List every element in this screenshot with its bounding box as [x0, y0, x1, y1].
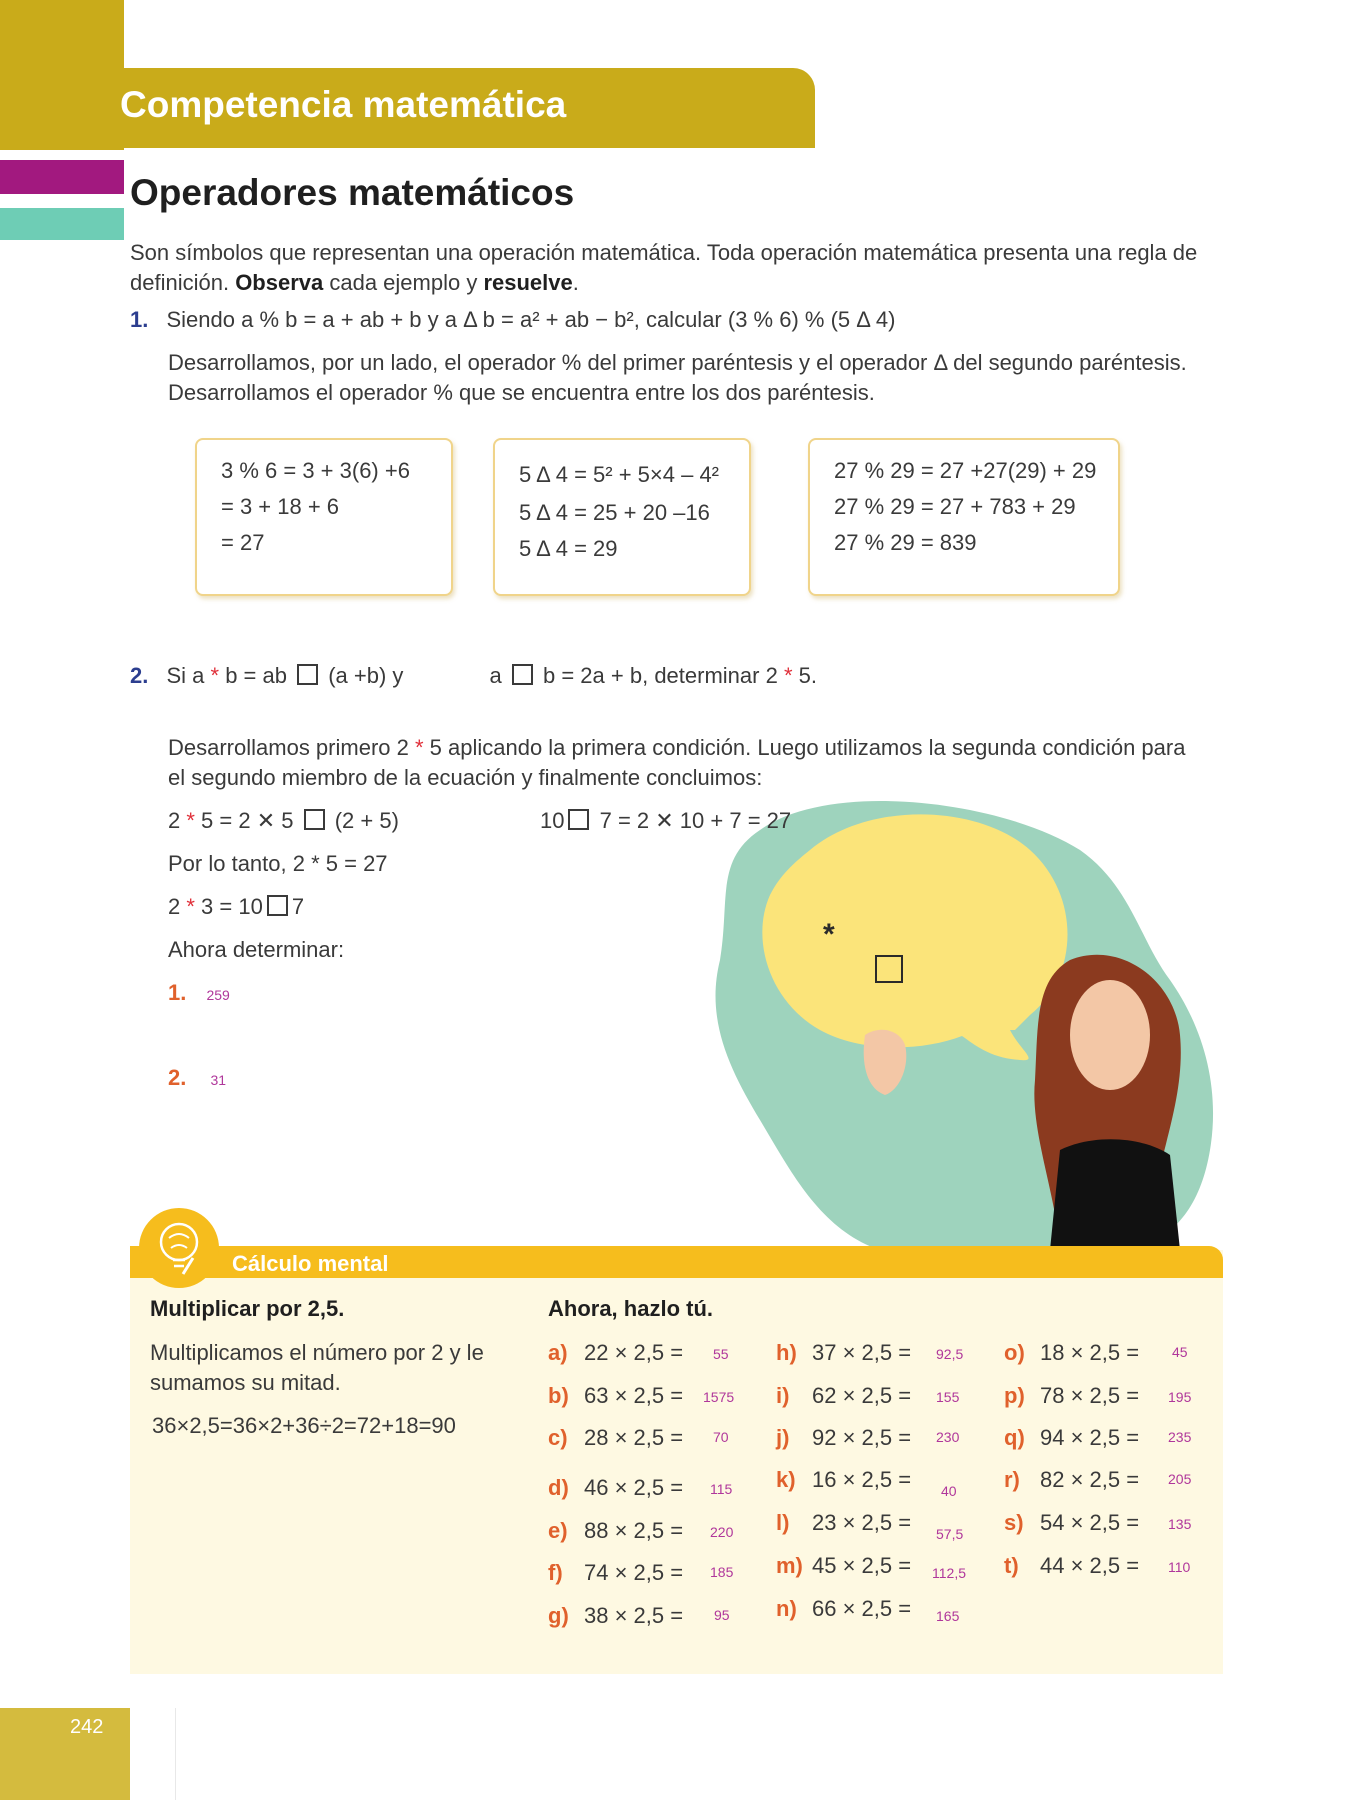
left-heading: Multiplicar por 2,5.: [150, 1296, 345, 1321]
exercise-letter: j): [776, 1425, 790, 1450]
question-2-number: 2.: [168, 1065, 187, 1090]
square-operator-icon: [297, 664, 318, 685]
exercise-answer[interactable]: 135: [1168, 1516, 1192, 1532]
exercise-row: [548, 1475, 733, 1501]
eq-text: 7: [291, 894, 305, 919]
example-2-dev-line-1: [168, 733, 1238, 763]
example-2-number: 2.: [130, 663, 149, 688]
exercise-answer[interactable]: 92,5: [936, 1346, 964, 1362]
exercise-expression: 78 × 2,5 =: [1040, 1383, 1140, 1408]
exercise-expression: 63 × 2,5 =: [584, 1383, 684, 1408]
exercise-expression: 22 × 2,5 =: [584, 1340, 684, 1365]
ex2-text: b = ab: [219, 663, 294, 688]
exercise-answer[interactable]: 115: [710, 1481, 733, 1497]
exercise-row: [1004, 1425, 1192, 1451]
exercise-letter: c): [548, 1425, 568, 1450]
exercise-expression: 18 × 2,5 =: [1040, 1340, 1140, 1365]
exercise-expression: 23 × 2,5 =: [812, 1510, 912, 1535]
exercise-row: [1004, 1467, 1192, 1493]
exercise-letter: m): [776, 1553, 803, 1578]
square-operator-icon: [304, 809, 325, 830]
intro-text: [130, 238, 1230, 298]
exercise-answer[interactable]: 165: [936, 1608, 960, 1624]
exercise-letter: k): [776, 1467, 796, 1492]
exercise-expression: 66 × 2,5 =: [812, 1596, 912, 1621]
exercise-answer[interactable]: 95: [714, 1607, 730, 1623]
conclusion: Por lo tanto, 2 * 5 = 27: [168, 851, 388, 876]
exercise-answer[interactable]: 1575: [703, 1389, 735, 1405]
exercise-row: [776, 1340, 964, 1366]
equation-3: [168, 892, 668, 922]
box-3-line: 27 % 29 = 839: [834, 530, 977, 555]
exercise-row: [776, 1510, 964, 1542]
example-2-statement: [130, 661, 1230, 691]
box-1-line: = 27: [221, 530, 265, 555]
exercise-row: [548, 1425, 729, 1451]
exercise-row: [548, 1518, 734, 1544]
square-operator-icon: [267, 895, 288, 916]
section-title: Competencia matemática: [120, 84, 567, 125]
exercise-expression: 38 × 2,5 =: [584, 1603, 684, 1628]
asterisk-operator: *: [210, 663, 220, 688]
example-1-box-2: [493, 438, 751, 596]
eq-text: 7 = 2 ✕ 10 + 7 = 27: [593, 808, 792, 833]
exercise-row: [776, 1467, 957, 1499]
example-1-dev-line-1: Desarrollamos, por un lado, el operador % del primer paréntesis y el operador Δ del segundo paréntesis.: [168, 350, 1187, 375]
ahora-determinar: Ahora determinar:: [168, 937, 345, 962]
exercise-row: [548, 1340, 729, 1366]
exercise-answer[interactable]: 205: [1168, 1471, 1192, 1487]
asterisk-operator: *: [414, 735, 424, 760]
exercise-row: [548, 1603, 730, 1629]
box-1-line: 3 % 6 = 3 + 3(6) +6: [221, 458, 410, 483]
exercise-letter: r): [1004, 1467, 1020, 1492]
example-1-development: [168, 348, 1238, 408]
example-1-number: 1.: [130, 307, 149, 332]
exercise-answer[interactable]: 235: [1168, 1429, 1192, 1445]
exercise-answer[interactable]: 40: [941, 1483, 957, 1499]
eq-text: 2: [168, 894, 187, 919]
example-2-development: [168, 733, 1238, 793]
box-2-line: 5 Δ 4 = 5² + 5×4 – 4²: [519, 462, 720, 487]
square-operator-icon: [512, 664, 533, 685]
example-2-dev-line-2: el segundo miembro de la ecuación y finalmente concluimos:: [168, 765, 763, 790]
footer-olive-block: [0, 1708, 130, 1800]
exercise-answer[interactable]: 230: [936, 1429, 960, 1445]
equation-2: [540, 806, 940, 836]
calculo-mental-title: Cálculo mental: [232, 1251, 389, 1276]
exercise-row: [776, 1553, 966, 1581]
exercise-answer[interactable]: 70: [713, 1429, 729, 1445]
box-3-line: 27 % 29 = 27 + 783 + 29: [834, 494, 1076, 519]
intro-text-part: .: [572, 270, 579, 295]
exercise-row: [776, 1596, 960, 1624]
teal-stripe: [0, 208, 124, 240]
box-1-line: = 3 + 18 + 6: [221, 494, 340, 519]
intro-text-part: definición.: [130, 270, 236, 295]
exercise-row: [776, 1383, 960, 1409]
exercise-letter: o): [1004, 1340, 1025, 1365]
question-2: [168, 1063, 368, 1095]
exercise-answer[interactable]: 185: [710, 1564, 734, 1580]
exercise-letter: i): [776, 1383, 790, 1408]
body: [1050, 1139, 1180, 1250]
exercise-letter: g): [548, 1603, 569, 1628]
left-explanation-line: sumamos su mitad.: [150, 1370, 341, 1395]
dev-text: 5 aplicando la primera condición. Luego utilizamos la segunda condición para: [423, 735, 1186, 760]
ex2-text: 5.: [792, 663, 817, 688]
exercise-answer[interactable]: 57,5: [936, 1526, 964, 1542]
example-1-dev-line-2: Desarrollamos el operador % que se encuentra entre los dos paréntesis.: [168, 380, 875, 405]
eq-text: 5 = 2 ✕ 5: [194, 808, 300, 833]
intro-observa: Observa: [235, 270, 324, 295]
exercise-expression: 54 × 2,5 =: [1040, 1510, 1140, 1535]
exercise-row: [1004, 1553, 1191, 1579]
intro-resuelve: resuelve: [483, 270, 573, 295]
exercise-letter: a): [548, 1340, 568, 1365]
example-1-box-3: [808, 438, 1120, 596]
exercise-expression: 28 × 2,5 =: [584, 1425, 684, 1450]
left-example: 36×2,5=36×2+36÷2=72+18=90: [152, 1413, 456, 1438]
ex2-text: b = 2a + b, determinar 2: [536, 663, 784, 688]
brain-bulb-icon: [139, 1208, 219, 1288]
box-2-line: 5 Δ 4 = 25 + 20 –16: [519, 500, 710, 525]
eq-text: 2: [168, 808, 187, 833]
exercise-row: [1004, 1340, 1188, 1366]
intro-line-1: Son símbolos que representan una operación matemática. Toda operación matemática presenta una regla de: [130, 240, 1198, 265]
eq-text: 10: [540, 808, 565, 833]
asterisk-operator: *: [783, 663, 793, 688]
exercise-letter: q): [1004, 1425, 1025, 1450]
exercise-expression: 45 × 2,5 =: [812, 1553, 912, 1578]
exercise-answer[interactable]: 45: [1172, 1344, 1188, 1360]
illustration: [700, 790, 1230, 1250]
face: [1070, 980, 1150, 1090]
exercise-letter: p): [1004, 1383, 1025, 1408]
exercise-expression: 46 × 2,5 =: [584, 1475, 684, 1500]
example-1-text: Siendo a % b = a + ab + b y a Δ b = a² + ab − b², calcular (3 % 6) % (5 Δ 4): [166, 307, 896, 332]
eq-text: 3 = 10: [194, 894, 263, 919]
exercise-expression: 88 × 2,5 =: [584, 1518, 684, 1543]
exercise-expression: 74 × 2,5 =: [584, 1560, 684, 1585]
exercise-letter: l): [776, 1510, 790, 1535]
question-2-answer[interactable]: 31: [210, 1072, 227, 1088]
exercise-expression: 44 × 2,5 =: [1040, 1553, 1140, 1578]
eq-text: (2 + 5): [328, 808, 399, 833]
exercise-answer[interactable]: 112,5: [932, 1565, 966, 1581]
exercise-letter: s): [1004, 1510, 1024, 1535]
exercise-letter: d): [548, 1475, 569, 1500]
magenta-stripe: [0, 160, 124, 194]
asterisk-operator: *: [186, 894, 195, 919]
page-title: Operadores matemáticos: [130, 172, 575, 213]
brain-badge: [139, 1208, 219, 1288]
exercise-expression: 62 × 2,5 =: [812, 1383, 912, 1408]
intro-line-2: [130, 268, 1230, 298]
exercise-letter: b): [548, 1383, 569, 1408]
example-1-statement: [130, 305, 1230, 335]
exercise-answer[interactable]: 110: [1168, 1559, 1191, 1575]
question-1: [168, 978, 368, 1010]
asterisk-operator: *: [186, 808, 195, 833]
exercise-expression: 16 × 2,5 =: [812, 1467, 912, 1492]
exercise-answer[interactable]: 55: [713, 1346, 729, 1362]
ex2-text: (a +b) y: [322, 663, 404, 688]
question-1-number: 1.: [168, 980, 187, 1005]
exercise-answer[interactable]: 195: [1168, 1389, 1192, 1405]
exercise-expression: 94 × 2,5 =: [1040, 1425, 1140, 1450]
square-operator-icon: [568, 809, 589, 830]
box-3-line: 27 % 29 = 27 +27(29) + 29: [834, 458, 1097, 483]
exercise-row: [776, 1425, 960, 1451]
exercise-letter: f): [548, 1560, 563, 1585]
ex2-text: Si a: [166, 663, 211, 688]
exercise-row: [1004, 1510, 1192, 1536]
exercise-answer[interactable]: 155: [936, 1389, 960, 1405]
exercise-letter: h): [776, 1340, 797, 1365]
page-number: 242: [70, 1716, 104, 1738]
example-1-box-1: [195, 438, 453, 596]
question-1-answer[interactable]: 259: [206, 987, 230, 1003]
box-2-line: 5 Δ 4 = 29: [519, 536, 618, 561]
bubble-asterisk: *: [823, 918, 835, 951]
exercise-answer[interactable]: 220: [710, 1524, 734, 1540]
exercise-row: [548, 1560, 734, 1586]
exercise-row: [1004, 1383, 1192, 1409]
right-heading: Ahora, hazlo tú.: [548, 1296, 713, 1321]
footer-divider: [175, 1708, 176, 1800]
exercise-expression: 92 × 2,5 =: [812, 1425, 912, 1450]
exercise-expression: 82 × 2,5 =: [1040, 1467, 1140, 1492]
left-explanation-line: Multiplicamos el número por 2 y le: [150, 1340, 484, 1365]
intro-text-part: cada ejemplo y: [323, 270, 484, 295]
exercise-letter: n): [776, 1596, 797, 1621]
ex2-text: a: [489, 663, 508, 688]
exercise-expression: 37 × 2,5 =: [812, 1340, 912, 1365]
left-explanation: [150, 1338, 530, 1398]
exercise-row: [548, 1383, 735, 1409]
exercise-letter: e): [548, 1518, 568, 1543]
exercise-letter: t): [1004, 1553, 1019, 1578]
dev-text: Desarrollamos primero 2: [168, 735, 415, 760]
